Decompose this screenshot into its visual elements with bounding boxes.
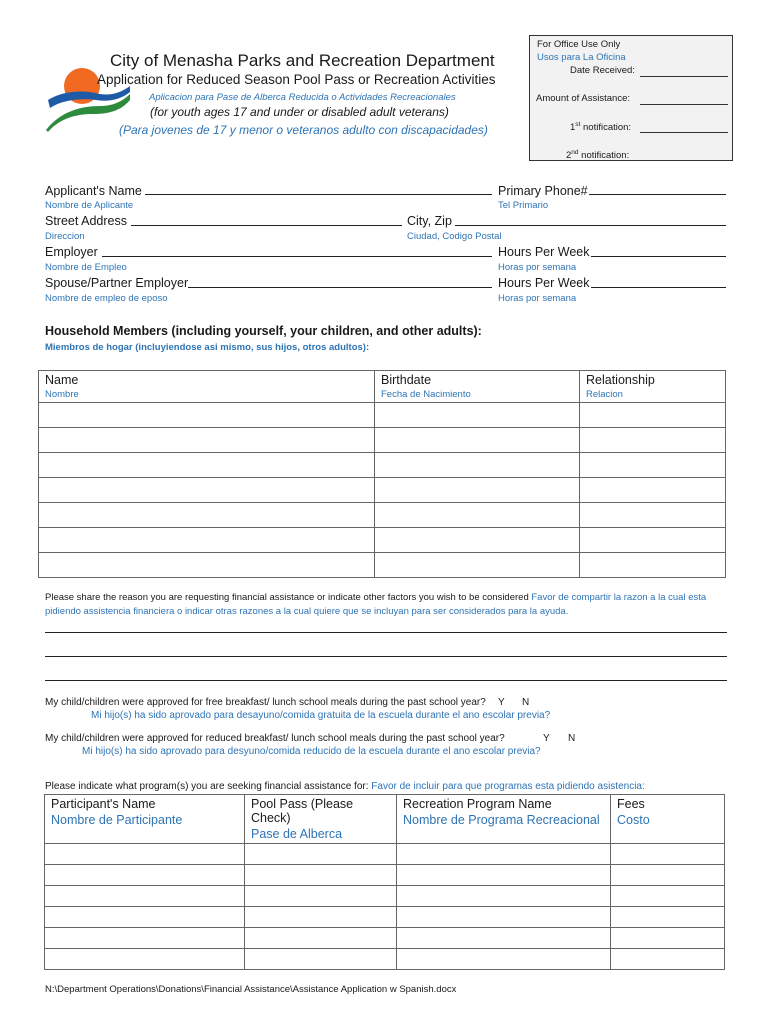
table-row[interactable] bbox=[45, 886, 725, 907]
pool-pass-cell[interactable] bbox=[245, 907, 397, 928]
name-cell[interactable] bbox=[39, 553, 375, 578]
page-subtitle-spanish: Aplicacion para Pase de Alberca Reducida o Actividades Recreacionales bbox=[149, 92, 456, 103]
table-row[interactable] bbox=[45, 844, 725, 865]
reduced-meals-yes[interactable]: Y bbox=[543, 733, 550, 744]
street-field[interactable] bbox=[131, 225, 402, 226]
spouse-employer-label: Spouse/Partner Employer bbox=[45, 276, 189, 290]
street-label: Street Address bbox=[45, 214, 127, 228]
programs-table bbox=[44, 794, 725, 970]
phone-label: Primary Phone# bbox=[498, 184, 588, 198]
col-header-birthdate: Birthdate Fecha de Nacimiento bbox=[375, 371, 580, 403]
spouse-employer-field[interactable] bbox=[188, 287, 492, 288]
office-use-box bbox=[529, 35, 733, 161]
reason-line-3[interactable] bbox=[45, 680, 727, 681]
name-cell[interactable] bbox=[39, 478, 375, 503]
pool-pass-cell[interactable] bbox=[245, 949, 397, 970]
birthdate-cell[interactable] bbox=[375, 553, 580, 578]
table-row[interactable] bbox=[39, 403, 726, 428]
table-row[interactable] bbox=[45, 907, 725, 928]
relationship-cell[interactable] bbox=[580, 553, 726, 578]
amount-label: Amount of Assistance: bbox=[536, 93, 630, 104]
program-cell[interactable] bbox=[397, 844, 611, 865]
fees-cell[interactable] bbox=[611, 886, 725, 907]
table-row[interactable] bbox=[45, 928, 725, 949]
city-label: City, Zip bbox=[407, 214, 452, 228]
birthdate-cell[interactable] bbox=[375, 503, 580, 528]
employer-label: Employer bbox=[45, 245, 98, 259]
first-notification-label: 1st notification: bbox=[570, 121, 632, 134]
applicant-name-label: Applicant's Name bbox=[45, 184, 142, 198]
office-title-spanish: Usos para La Oficina bbox=[537, 52, 626, 63]
program-cell[interactable] bbox=[397, 886, 611, 907]
household-members-table bbox=[38, 370, 726, 578]
fees-cell[interactable] bbox=[611, 928, 725, 949]
table-header-row bbox=[39, 371, 726, 403]
reduced-meals-question: My child/children were approved for reduced breakfast/ lunch school meals during the past school year? bbox=[45, 733, 505, 744]
fees-cell[interactable] bbox=[611, 949, 725, 970]
free-meals-question: My child/children were approved for free breakfast/ lunch school meals during the past school year? bbox=[45, 697, 486, 708]
table-row[interactable] bbox=[39, 478, 726, 503]
birthdate-cell[interactable] bbox=[375, 403, 580, 428]
page-title: City of Menasha Parks and Recreation Department bbox=[110, 51, 495, 70]
program-cell[interactable] bbox=[397, 865, 611, 886]
programs-intro: Please indicate what program(s) you are seeking financial assistance for: Favor de incluir para que programas esta pidiendo asistencia: bbox=[45, 781, 645, 792]
col-header-fees: Fees Costo bbox=[611, 795, 725, 844]
spouse-hours-field[interactable] bbox=[591, 287, 726, 288]
spouse-hours-label-spanish: Horas por semana bbox=[498, 293, 577, 304]
free-meals-question-spanish: Mi hijo(s) ha sido aprovado para desayuno/comida gratuita de la escuela durante el ano escolar previa? bbox=[91, 710, 551, 721]
reduced-meals-question-spanish: Mi hijo(s) ha sido aprovado para desyuno/comida reducido de la escuela durante el ano escolar previa? bbox=[82, 746, 541, 757]
date-received-line[interactable] bbox=[640, 76, 728, 77]
program-cell[interactable] bbox=[397, 907, 611, 928]
birthdate-cell[interactable] bbox=[375, 428, 580, 453]
name-cell[interactable] bbox=[39, 428, 375, 453]
participant-cell[interactable] bbox=[45, 907, 245, 928]
pool-pass-cell[interactable] bbox=[245, 865, 397, 886]
pool-pass-cell[interactable] bbox=[245, 928, 397, 949]
program-cell[interactable] bbox=[397, 949, 611, 970]
col-header-relationship: Relationship Relacion bbox=[580, 371, 726, 403]
phone-field[interactable] bbox=[589, 194, 726, 195]
second-notification-label: 2nd notification: bbox=[566, 149, 630, 162]
col-header-name: Name Nombre bbox=[39, 371, 375, 403]
table-row[interactable] bbox=[39, 453, 726, 478]
street-label-spanish: Direccion bbox=[45, 231, 85, 242]
employer-label-spanish: Nombre de Empleo bbox=[45, 262, 127, 273]
page-subtitle: Application for Reduced Season Pool Pass or Recreation Activities bbox=[97, 72, 496, 87]
household-heading: Household Members (including yourself, your children, and other adults): bbox=[45, 324, 482, 338]
participant-cell[interactable] bbox=[45, 886, 245, 907]
table-row[interactable] bbox=[39, 553, 726, 578]
pool-pass-cell[interactable] bbox=[245, 886, 397, 907]
eligibility-note: (for youth ages 17 and under or disabled adult veterans) bbox=[150, 105, 449, 119]
reduced-meals-no[interactable]: N bbox=[568, 733, 576, 744]
table-header-row bbox=[45, 795, 725, 844]
relationship-cell[interactable] bbox=[580, 453, 726, 478]
first-notification-line[interactable] bbox=[640, 132, 728, 133]
name-cell[interactable] bbox=[39, 528, 375, 553]
fees-cell[interactable] bbox=[611, 844, 725, 865]
table-row[interactable] bbox=[45, 865, 725, 886]
fees-cell[interactable] bbox=[611, 907, 725, 928]
col-header-pool-pass: Pool Pass (Please Check) Pase de Alberca bbox=[245, 795, 397, 844]
free-meals-no[interactable]: N bbox=[522, 697, 530, 708]
table-row[interactable] bbox=[39, 428, 726, 453]
applicant-name-field[interactable] bbox=[145, 194, 492, 195]
participant-cell[interactable] bbox=[45, 844, 245, 865]
household-heading-spanish: Miembros de hogar (incluyiendose asi mismo, sus hijos, otros adultos): bbox=[45, 342, 370, 353]
birthdate-cell[interactable] bbox=[375, 478, 580, 503]
program-cell[interactable] bbox=[397, 928, 611, 949]
col-header-program: Recreation Program Name Nombre de Programa Recreacional bbox=[397, 795, 611, 844]
city-field[interactable] bbox=[455, 225, 726, 226]
table-row[interactable] bbox=[39, 503, 726, 528]
name-cell[interactable] bbox=[39, 403, 375, 428]
relationship-cell[interactable] bbox=[580, 478, 726, 503]
col-header-participant: Participant's Name Nombre de Participante bbox=[45, 795, 245, 844]
eligibility-note-spanish: (Para jovenes de 17 y menor o veteranos adulto con discapacidades) bbox=[119, 123, 488, 137]
table-row[interactable] bbox=[45, 949, 725, 970]
free-meals-yes[interactable]: Y bbox=[498, 697, 505, 708]
relationship-cell[interactable] bbox=[580, 428, 726, 453]
birthdate-cell[interactable] bbox=[375, 453, 580, 478]
phone-label-spanish: Tel Primario bbox=[498, 200, 549, 211]
city-label-spanish: Ciudad, Codigo Postal bbox=[407, 231, 502, 242]
reason-line-2[interactable] bbox=[45, 656, 727, 657]
applicant-name-label-spanish: Nombre de Aplicante bbox=[45, 200, 134, 211]
reason-line-1[interactable] bbox=[45, 632, 727, 633]
relationship-cell[interactable] bbox=[580, 503, 726, 528]
participant-cell[interactable] bbox=[45, 865, 245, 886]
hours-label-spanish: Horas por semana bbox=[498, 262, 577, 273]
fees-cell[interactable] bbox=[611, 865, 725, 886]
date-received-label: Date Received: bbox=[570, 65, 635, 76]
file-path-footer: N:\Department Operations\Donations\Financial Assistance\Assistance Application w Spanish.docx bbox=[45, 984, 457, 995]
spouse-employer-label-spanish: Nombre de empleo de eposo bbox=[45, 293, 168, 304]
hours-field[interactable] bbox=[591, 256, 726, 257]
relationship-cell[interactable] bbox=[580, 528, 726, 553]
pool-pass-cell[interactable] bbox=[245, 844, 397, 865]
name-cell[interactable] bbox=[39, 503, 375, 528]
name-cell[interactable] bbox=[39, 453, 375, 478]
employer-field[interactable] bbox=[102, 256, 492, 257]
office-title: For Office Use Only bbox=[537, 39, 621, 50]
amount-line[interactable] bbox=[640, 104, 728, 105]
reason-prompt: Please share the reason you are requesting financial assistance or indicate other factors you wish to be considered Favor de compartir la razon a la cual esta pidiendo assistencia financiera o indicar otras razones a la cual quiere que se incluyan para ser considerados para la ayuda. bbox=[45, 592, 707, 617]
participant-cell[interactable] bbox=[45, 949, 245, 970]
hours-label: Hours Per Week bbox=[498, 245, 590, 259]
table-row[interactable] bbox=[39, 528, 726, 553]
participant-cell[interactable] bbox=[45, 928, 245, 949]
birthdate-cell[interactable] bbox=[375, 528, 580, 553]
relationship-cell[interactable] bbox=[580, 403, 726, 428]
spouse-hours-label: Hours Per Week bbox=[498, 276, 590, 290]
